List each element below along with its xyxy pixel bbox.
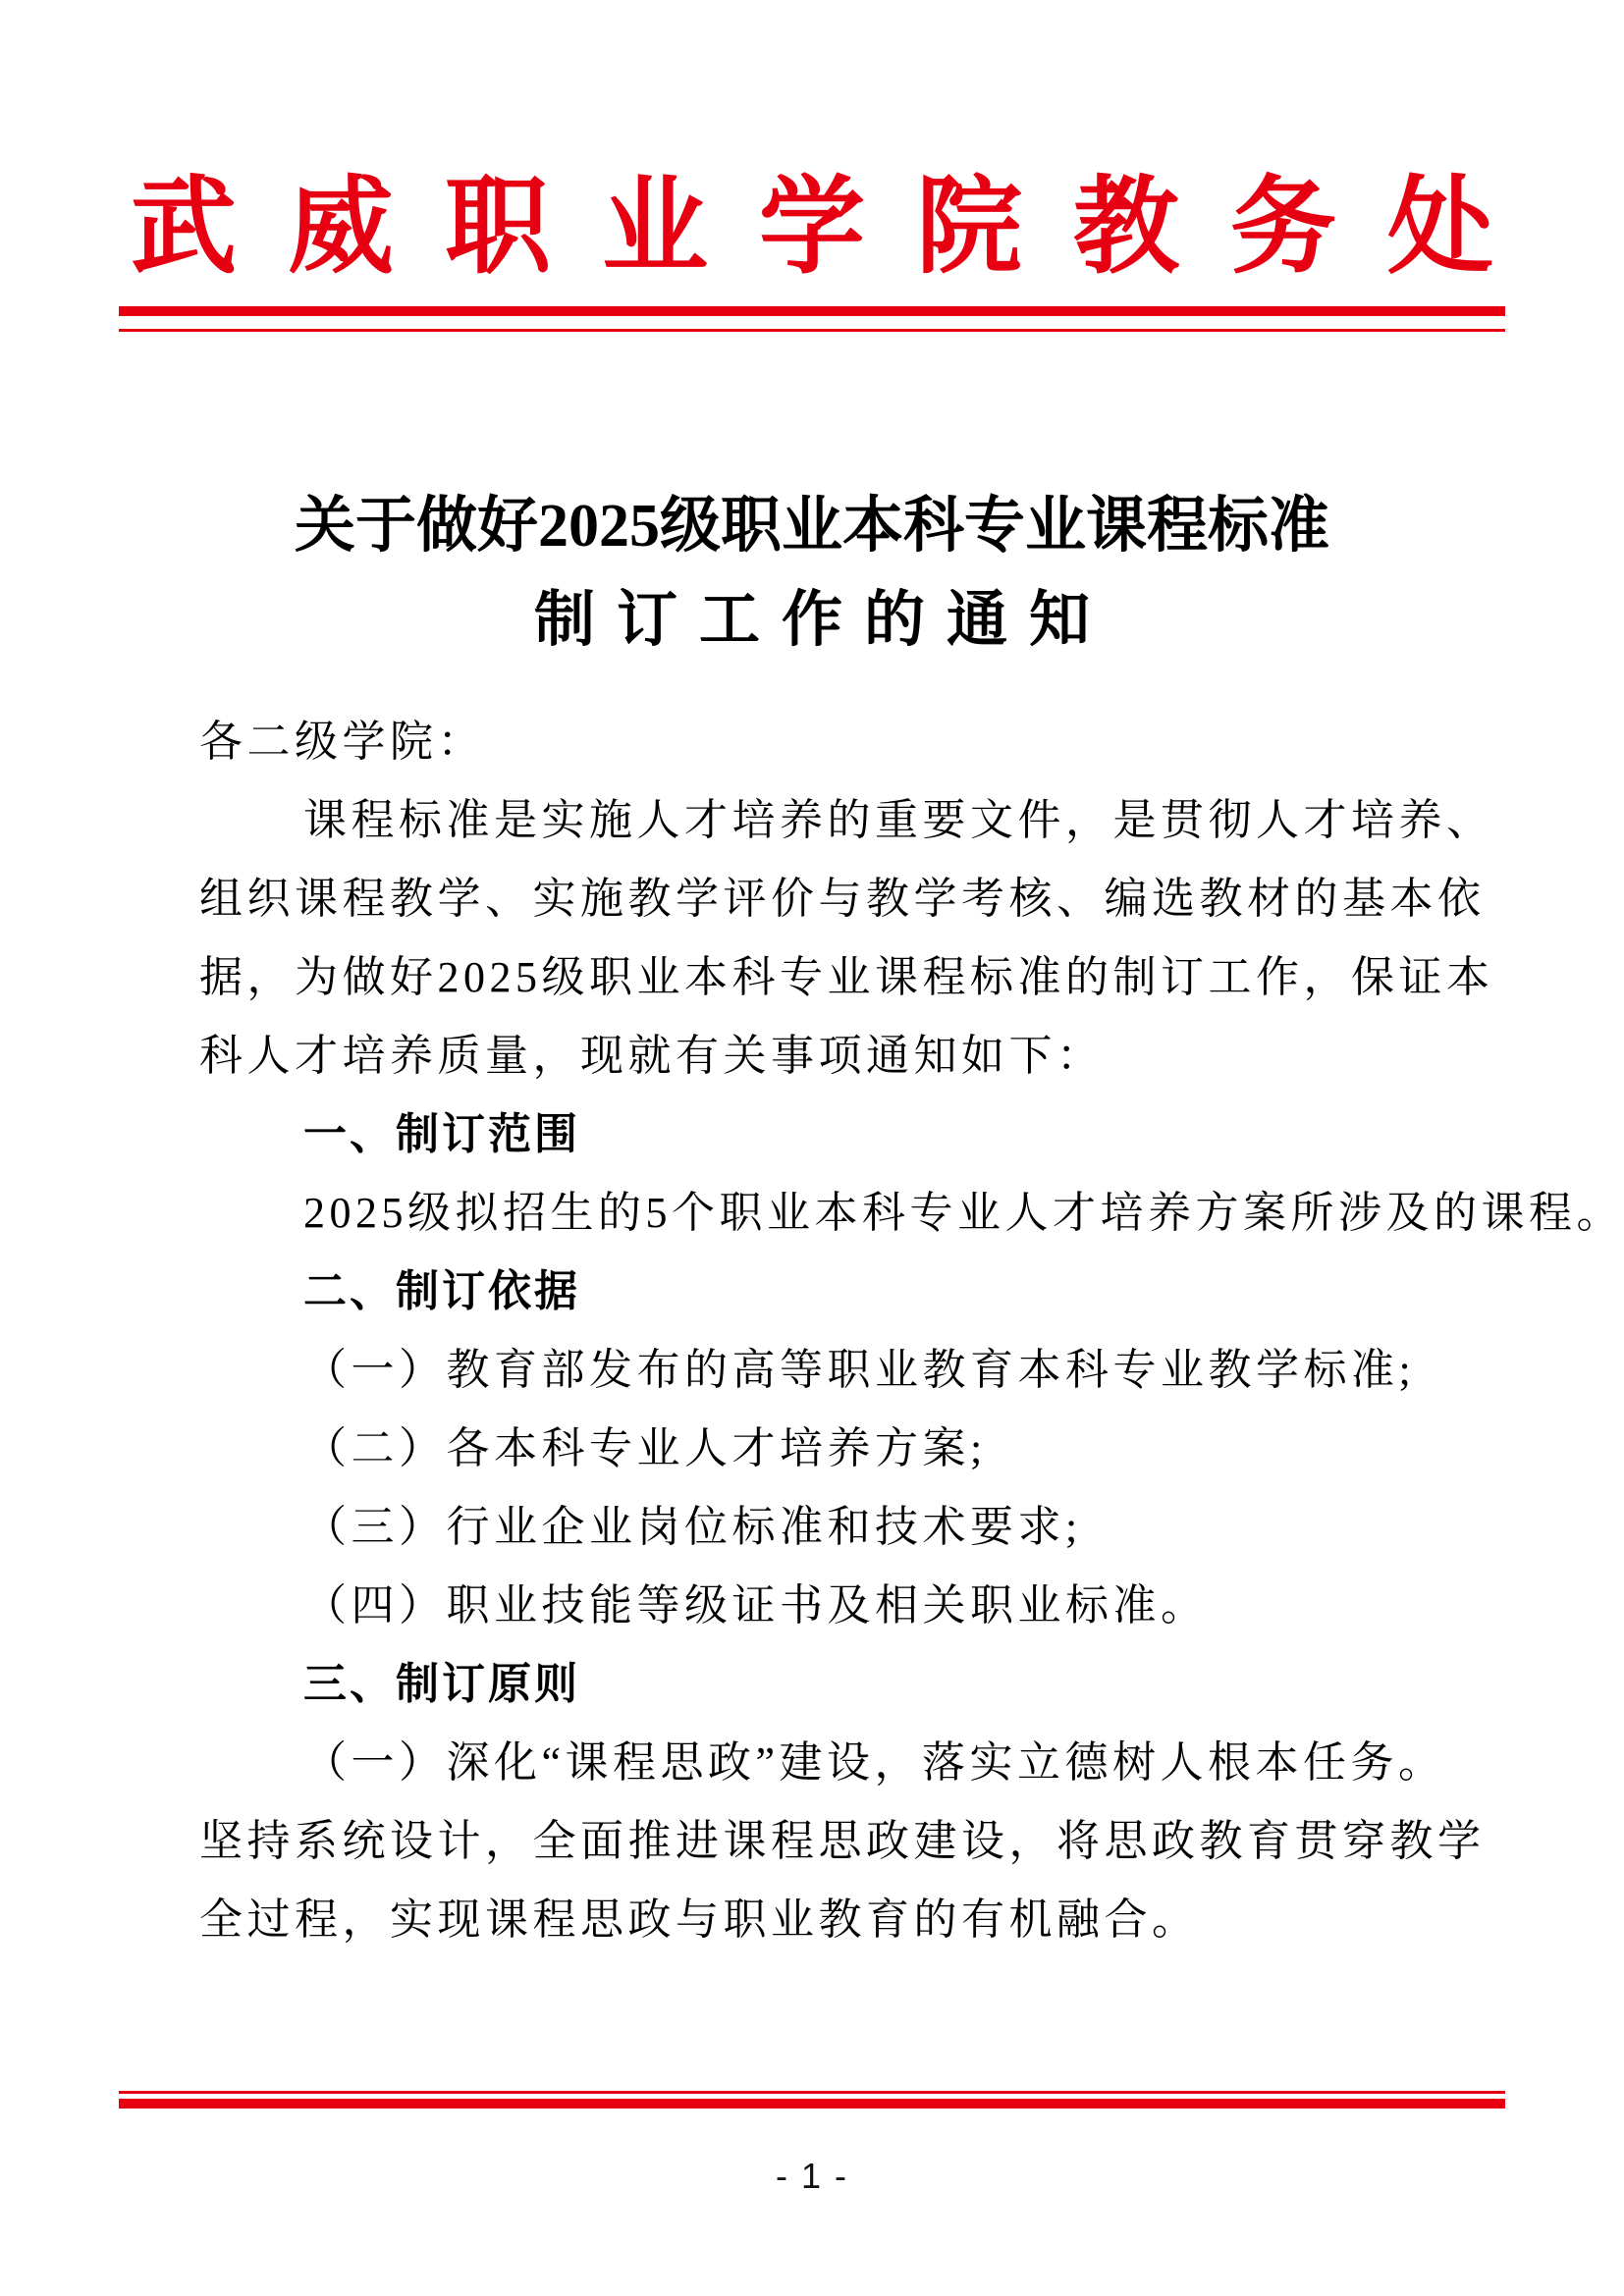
page-number: - 1 - [775,2156,848,2196]
section-heading-3: 三、制订原则 [303,1660,580,1708]
letterhead-rule-thick [119,306,1505,316]
body-line: 组织课程教学、实施教学评价与教学考核、编选教材的基本依 [199,875,1486,923]
document-title-line-2: 制订工作的通知 [533,587,1111,654]
salutation-line: 各二级学院： [199,718,485,766]
body-line: 2025级拟招生的5个职业本科专业人才培养方案所涉及的课程。 [303,1189,1624,1237]
body-line: 坚持系统设计，全面推进课程思政建设，将思政教育贯穿教学 [199,1817,1486,1865]
body-line: 课程标准是实施人才培养的重要文件，是贯彻人才培养、 [303,796,1494,844]
footer-rule-thin [119,2091,1505,2094]
list-item: （一）教育部发布的高等职业教育本科专业教学标准; [303,1346,1416,1394]
body-line: 据，为做好2025级职业本科专业课程标准的制订工作，保证本 [199,953,1494,1001]
list-item: （二）各本科专业人才培养方案; [303,1424,987,1472]
body-line: （一）深化“课程思政”建设，落实立德树人根本任务。 [303,1738,1446,1787]
letterhead-rule-thin [119,329,1505,332]
list-item: （三）行业企业岗位标准和技术要求; [303,1503,1082,1551]
list-item: （四）职业技能等级证书及相关职业标准。 [303,1581,1209,1629]
document-title [0,479,1624,667]
body-line: 科人才培养质量，现就有关事项通知如下： [199,1032,1105,1080]
section-heading-2: 二、制订依据 [303,1267,580,1315]
letterhead-org-name: 武威职业学院教务处 [130,170,1544,287]
body-line: 全过程，实现课程思政与职业教育的有机融合。 [199,1896,1200,1944]
document-body [199,703,1624,1959]
footer-rule-thick [119,2099,1505,2109]
document-title-line-1: 关于做好2025级职业本科专业课程标准 [294,493,1329,560]
section-heading-1: 一、制订范围 [303,1110,580,1158]
